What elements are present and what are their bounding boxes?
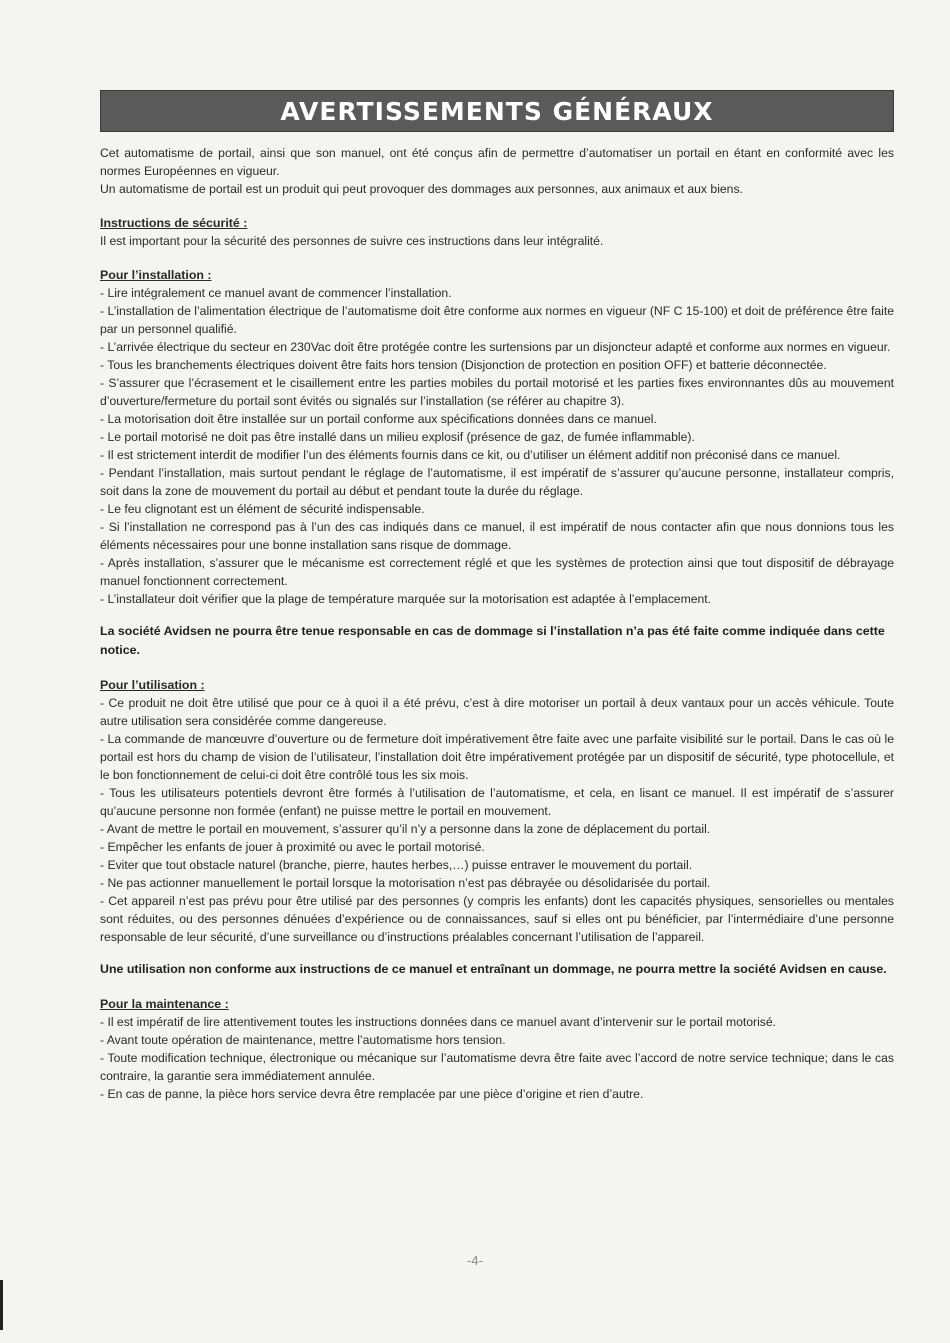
document-page [100, 90, 894, 1103]
page-title: AVERTISSEMENTS GÉNÉRAUX [280, 96, 714, 126]
list-item: - En cas de panne, la pièce hors service devra être remplacée par une pièce d’origine et rien d’autre. [100, 1087, 644, 1101]
list-item: - Avant toute opération de maintenance, mettre l’automatisme hors tension. [100, 1033, 506, 1047]
list-item: - La motorisation doit être installée sur un portail conforme aux spécifications données dans ce manuel. [100, 412, 657, 426]
list-item: - Empêcher les enfants de jouer à proximité ou avec le portail motorisé. [100, 840, 485, 854]
list-item: - Eviter que tout obstacle naturel (branche, pierre, hautes herbes,…) puisse entraver le mouvement du portail. [100, 858, 693, 872]
maintenance-list [100, 1013, 894, 1103]
usage-list [100, 694, 894, 946]
list-item: - L’installateur doit vérifier que la plage de température marquée sur la motorisation est adaptée à l’emplacement. [100, 592, 712, 606]
list-item: - Cet appareil n’est pas prévu pour être utilisé par des personnes (y compris les enfants) dont les capacités physiques, sensorielles ou mentales sont réduites, ou des personnes dénuées d’expérience ou de connaissances, sauf si elles ont pu bénéficier, par l’intermédiaire d’une personne responsable de leur sécurité, d’une surveillance ou d’instructions préalables concernant l’utilisation de l’appareil. [100, 894, 894, 944]
installation-list [100, 284, 894, 608]
list-item: - Le portail motorisé ne doit pas être installé dans un milieu explosif (présence de gaz, de fumée inflammable). [100, 430, 695, 444]
list-item: - Il est impératif de lire attentivement toutes les instructions données dans ce manuel avant d’intervenir sur le portail motorisé. [100, 1015, 777, 1029]
intro-paragraph: Cet automatisme de portail, ainsi que son manuel, ont été conçus afin de permettre d’automatiser un portail en étant en conformité avec les normes Européennes en vigueur. [100, 146, 894, 178]
list-item: - L’installation de l’alimentation électrique de l’automatisme doit être conforme aux normes en vigueur (NF C 15-100) et doit de préférence être faite par un personnel qualifié. [100, 304, 894, 336]
maintenance-heading: Pour la maintenance : [100, 997, 229, 1011]
list-item: - Après installation, s’assurer que le mécanisme est correctement réglé et que les systèmes de protection ainsi que tout dispositif de débrayage manuel fonctionnent correctement. [100, 556, 894, 588]
installation-heading: Pour l’installation : [100, 268, 212, 282]
list-item: - Lire intégralement ce manuel avant de commencer l’installation. [100, 286, 452, 300]
page-number: -4- [467, 1253, 483, 1268]
safety-text: Il est important pour la sécurité des personnes de suivre ces instructions dans leur intégralité. [100, 234, 604, 248]
list-item: - Pendant l’installation, mais surtout pendant le réglage de l’automatisme, il est impératif de s’assurer qu’aucune personne, installateur compris, soit dans la zone de mouvement du portail au début et pendant toute la durée du réglage. [100, 466, 894, 498]
installation-warning: La société Avidsen ne pourra être tenue responsable en cas de dommage si l’installation n’a pas été faite comme indiquée dans cette notice. [100, 624, 885, 657]
list-item: - La commande de manœuvre d’ouverture ou de fermeture doit impérativement être faite avec une parfaite visibilité sur le portail. Dans le cas où le portail est hors du champ de vision de l’utilisateur, l’installation doit être impérativement protégée par un dispositif de sécurité, type photocellule, et le bon fonctionnement de celui-ci doit être contrôlé tous les six mois. [100, 732, 894, 782]
scan-edge-mark [0, 1280, 3, 1330]
intro-paragraph: Un automatisme de portail est un produit qui peut provoquer des dommages aux personnes, aux animaux et aux biens. [100, 182, 743, 196]
list-item: - Ne pas actionner manuellement le portail lorsque la motorisation n’est pas débrayée ou désolidarisée du portail. [100, 876, 711, 890]
list-item: - S’assurer que l’écrasement et le cisaillement entre les parties mobiles du portail motorisé et les parties fixes environnantes dûs au mouvement d’ouverture/fermeture du portail sont évités ou signalés sur l’installation (se référer au chapitre 3). [100, 376, 894, 408]
title-banner [100, 90, 894, 132]
list-item: - Si l’installation ne correspond pas à l’un des cas indiqués dans ce manuel, il est impératif de nous contacter afin que nous donnions tous les éléments nécessaires pour une bonne installation sans risque de dommage. [100, 520, 894, 552]
intro [100, 144, 894, 198]
list-item: - Tous les branchements électriques doivent être faits hors tension (Disjonction de protection en position OFF) et batterie déconnectée. [100, 358, 827, 372]
list-item: - Ce produit ne doit être utilisé que pour ce à quoi il a été prévu, c’est à dire motoriser un portail à deux vantaux pour un accès véhicule. Toute autre utilisation sera considérée comme dangereuse. [100, 696, 894, 728]
list-item: - L’arrivée électrique du secteur en 230Vac doit être protégée contre les surtensions par un disjoncteur adapté et conforme aux normes en vigueur. [100, 340, 891, 354]
safety-heading: Instructions de sécurité : [100, 216, 248, 230]
list-item: - Toute modification technique, électronique ou mécanique sur l’automatisme devra être faite avec l’accord de notre service technique; dans le cas contraire, la garantie sera immédiatement annulée. [100, 1051, 894, 1083]
list-item: - Le feu clignotant est un élément de sécurité indispensable. [100, 502, 425, 516]
list-item: - Avant de mettre le portail en mouvement, s’assurer qu’il n’y a personne dans la zone de déplacement du portail. [100, 822, 711, 836]
usage-heading: Pour l’utilisation : [100, 678, 205, 692]
list-item: - Il est strictement interdit de modifier l’un des éléments fournis dans ce kit, ou d’utiliser un élément additif non préconisé dans ce manuel. [100, 448, 841, 462]
list-item: - Tous les utilisateurs potentiels devront être formés à l’utilisation de l’automatisme, et cela, en lisant ce manuel. Il est impératif de s’assurer qu’aucune personne non formée (enfant) ne puisse mettre le portail en mouvement. [100, 786, 894, 818]
usage-warning: Une utilisation non conforme aux instructions de ce manuel et entraînant un dommage, ne pourra mettre la société Avidsen en cause. [100, 962, 887, 976]
